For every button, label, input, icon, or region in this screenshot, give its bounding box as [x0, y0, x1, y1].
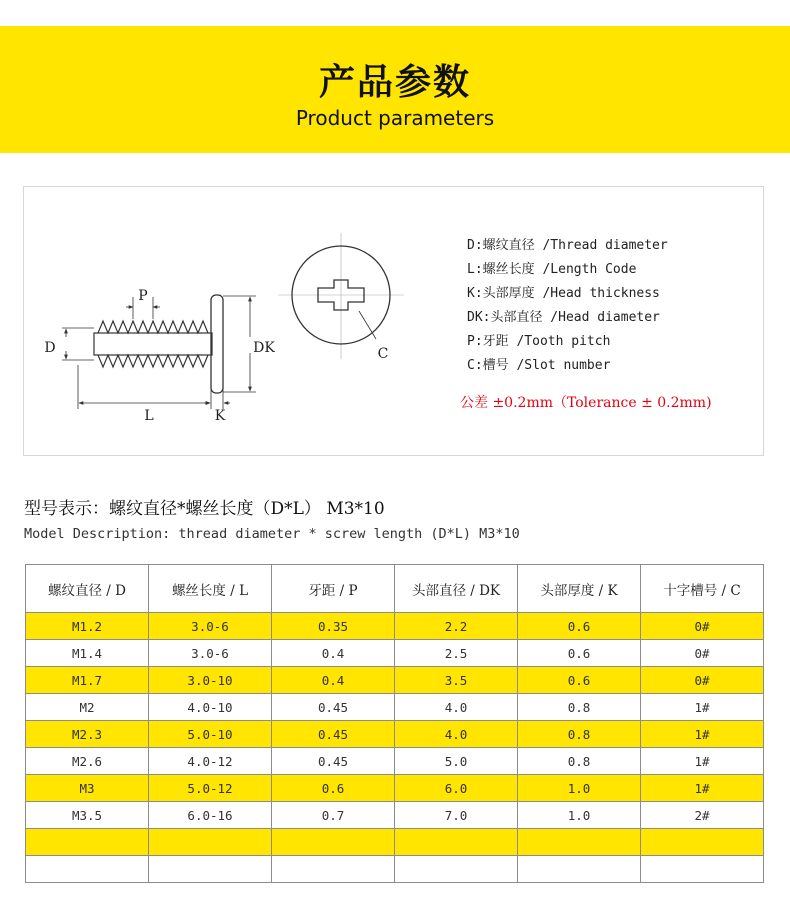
table-cell: 0# — [641, 667, 764, 694]
table-cell: 3.0-10 — [149, 667, 272, 694]
table-cell: M2.6 — [26, 748, 149, 775]
table-cell: 4.0 — [395, 721, 518, 748]
table-cell: 0.45 — [272, 721, 395, 748]
table-cell: 6.0-16 — [149, 802, 272, 829]
column-header: 牙距 / P — [272, 565, 395, 613]
legend-item-p: P:牙距 /Tooth pitch — [467, 334, 611, 349]
legend-item-dk: DK:头部直径 /Head diameter — [467, 310, 660, 325]
dimension-legend — [467, 234, 668, 378]
column-header: 螺丝长度 / L — [149, 565, 272, 613]
table-cell: 2# — [641, 802, 764, 829]
table-cell: 5.0 — [395, 748, 518, 775]
table-cell: 1.0 — [518, 775, 641, 802]
legend-item-l: L:螺丝长度 /Length Code — [467, 262, 637, 277]
table-cell: 7.0 — [395, 802, 518, 829]
column-header: 螺纹直径 / D — [26, 565, 149, 613]
screw-top-view — [278, 233, 404, 359]
tolerance-note: 公差 ±0.2mm（Tolerance ± 0.2mm) — [460, 395, 712, 411]
table-cell: M2.3 — [26, 721, 149, 748]
table-row — [26, 829, 764, 856]
table-cell: M1.7 — [26, 667, 149, 694]
table-cell: 1# — [641, 775, 764, 802]
table-cell — [518, 829, 641, 856]
column-header: 头部直径 / DK — [395, 565, 518, 613]
legend-item-d: D:螺纹直径 /Thread diameter — [467, 238, 668, 253]
table-cell — [149, 856, 272, 883]
table-cell — [395, 856, 518, 883]
table-cell: 1.0 — [518, 802, 641, 829]
label-k: K — [214, 408, 226, 424]
table-cell: 0.6 — [518, 640, 641, 667]
table-cell: 0.4 — [272, 667, 395, 694]
table-row — [26, 694, 764, 721]
table-header-row — [26, 565, 764, 613]
legend-item-k: K:头部厚度 /Head thickness — [467, 286, 660, 301]
table-cell: 0# — [641, 613, 764, 640]
table-cell: M2 — [26, 694, 149, 721]
table-cell: 3.0-6 — [149, 613, 272, 640]
table-cell: M1.4 — [26, 640, 149, 667]
table-row — [26, 613, 764, 640]
screw-head-shape — [211, 295, 223, 393]
table-row — [26, 721, 764, 748]
label-d: D — [44, 340, 56, 356]
table-cell: 0.8 — [518, 748, 641, 775]
model-description: Model Description: thread diameter * screw length (D*L) M3*10 — [24, 526, 520, 542]
table-cell: 0.45 — [272, 694, 395, 721]
table-cell: 4.0-12 — [149, 748, 272, 775]
screw-diagram-panel — [23, 186, 764, 456]
table-cell — [26, 856, 149, 883]
table-row — [26, 748, 764, 775]
table-cell: 6.0 — [395, 775, 518, 802]
table-cell: M3 — [26, 775, 149, 802]
table-cell: 0.6 — [518, 667, 641, 694]
table-row — [26, 802, 764, 829]
table-cell: 3.0-6 — [149, 640, 272, 667]
table-cell — [518, 856, 641, 883]
table-cell: 0.45 — [272, 748, 395, 775]
header-banner — [0, 26, 790, 153]
table-cell: M3.5 — [26, 802, 149, 829]
table-cell: 0.35 — [272, 613, 395, 640]
label-c: C — [377, 346, 389, 362]
table-cell: 2.2 — [395, 613, 518, 640]
table-cell: 0.8 — [518, 721, 641, 748]
table-cell: 0.8 — [518, 694, 641, 721]
spec-table — [25, 564, 764, 883]
table-cell — [149, 829, 272, 856]
table-row — [26, 856, 764, 883]
table-row — [26, 775, 764, 802]
label-p: P — [138, 288, 148, 304]
table-cell: 0# — [641, 640, 764, 667]
table-cell: 1# — [641, 748, 764, 775]
table-cell — [272, 856, 395, 883]
table-cell — [641, 856, 764, 883]
table-cell: 5.0-10 — [149, 721, 272, 748]
label-l: L — [144, 408, 154, 424]
label-dk: DK — [253, 340, 275, 356]
page-title: 产品参数 — [318, 62, 471, 103]
table-cell: 5.0-12 — [149, 775, 272, 802]
page-subtitle: Product parameters — [295, 106, 495, 130]
table-cell — [272, 829, 395, 856]
screw-thread-shape — [94, 321, 212, 367]
table-cell: 0.6 — [272, 775, 395, 802]
table-row — [26, 667, 764, 694]
legend-item-c: C:槽号 /Slot number — [467, 358, 611, 373]
table-cell: 0.4 — [272, 640, 395, 667]
table-cell: M1.2 — [26, 613, 149, 640]
table-cell — [641, 829, 764, 856]
table-cell: 0.6 — [518, 613, 641, 640]
table-cell: 3.5 — [395, 667, 518, 694]
table-cell: 1# — [641, 694, 764, 721]
model-title: 型号表示：螺纹直径*螺丝长度（D*L） M3*10 — [24, 499, 385, 519]
table-cell: 4.0-10 — [149, 694, 272, 721]
table-row — [26, 640, 764, 667]
table-cell: 0.7 — [272, 802, 395, 829]
column-header: 头部厚度 / K — [518, 565, 641, 613]
table-cell — [395, 829, 518, 856]
table-cell: 4.0 — [395, 694, 518, 721]
table-cell — [26, 829, 149, 856]
table-cell: 1# — [641, 721, 764, 748]
column-header: 十字槽号 / C — [641, 565, 764, 613]
table-cell: 2.5 — [395, 640, 518, 667]
